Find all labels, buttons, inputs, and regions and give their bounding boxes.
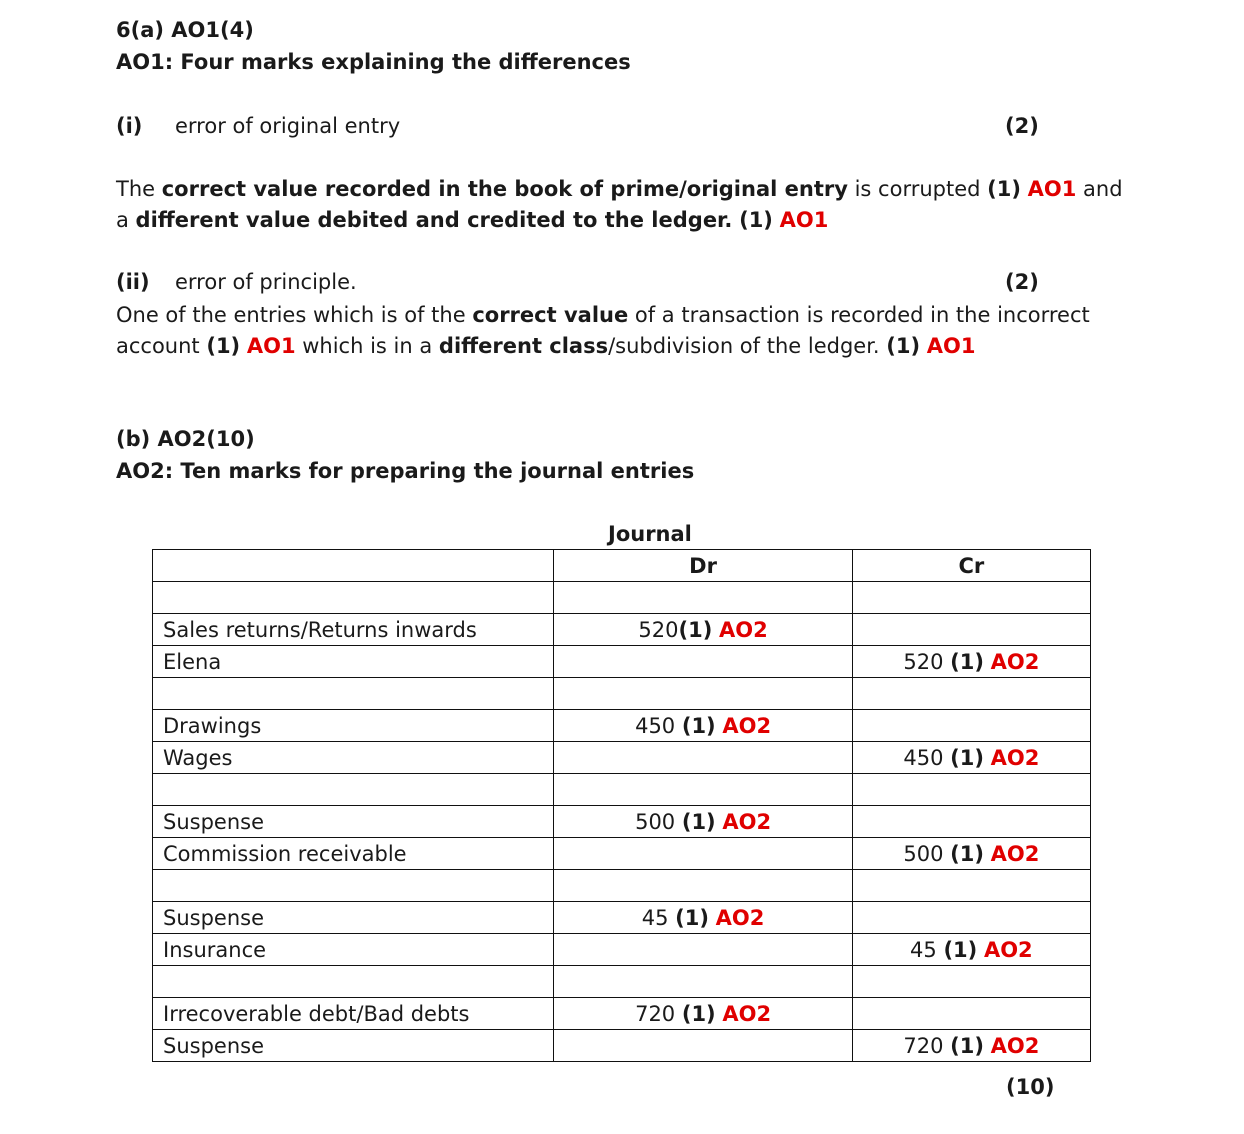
item-i-explanation: The correct value recorded in the book of prime/original entry is corrupted (1) AO1 and a different value debited and credited to the ledger. (1) AO1 <box>116 177 1123 232</box>
journal-row <box>153 934 1091 966</box>
account-cell <box>153 582 554 614</box>
cr-cell <box>852 806 1090 838</box>
cr-cell <box>852 870 1090 902</box>
cr-amount: 720 <box>903 1033 951 1058</box>
journal-row <box>153 678 1091 710</box>
account-cell: Irrecoverable debt/Bad debts <box>153 998 554 1030</box>
journal-row <box>153 742 1091 774</box>
dr-amount: 450 <box>635 713 682 738</box>
cr-cell <box>852 614 1090 646</box>
dr-cell <box>554 838 852 870</box>
cr-amount: 520 <box>903 649 951 674</box>
cr-amount: 500 <box>903 841 951 866</box>
ao-tag: AO2 <box>990 841 1040 866</box>
ao-tag: AO1 <box>926 334 976 358</box>
cr-amount: 45 <box>910 937 944 962</box>
cr-cell <box>852 774 1090 806</box>
header-dr: Dr <box>554 550 852 582</box>
item-i-marks: (2) <box>1005 114 1039 138</box>
dr-mark: (1) <box>681 713 716 738</box>
dr-mark: (1) <box>681 809 716 834</box>
part-b-heading: (b) AO2(10) <box>116 427 255 451</box>
journal-row <box>153 806 1091 838</box>
dr-amount: 520 <box>638 617 679 642</box>
journal-row <box>153 710 1091 742</box>
account-cell: Elena <box>153 646 554 678</box>
ao-tag: AO1 <box>246 334 296 358</box>
ao-tag: AO1 <box>779 208 829 232</box>
dr-amount: 720 <box>635 1001 682 1026</box>
dr-cell <box>554 774 852 806</box>
dr-cell <box>554 646 852 678</box>
dr-cell <box>554 742 852 774</box>
header-cr: Cr <box>852 550 1090 582</box>
cr-cell <box>852 934 1090 966</box>
ao-tag: AO2 <box>983 937 1033 962</box>
header-account-cell <box>153 550 554 582</box>
cr-cell <box>852 902 1090 934</box>
account-cell: Commission receivable <box>153 838 554 870</box>
cr-cell <box>852 582 1090 614</box>
ao-tag: AO2 <box>719 617 768 642</box>
journal-table <box>152 549 1091 1062</box>
journal-row <box>153 614 1091 646</box>
account-cell: Drawings <box>153 710 554 742</box>
account-cell <box>153 774 554 806</box>
cr-cell <box>852 646 1090 678</box>
item-i-number: (i) <box>116 114 143 138</box>
part-b-subheading: AO2: Ten marks for preparing the journal entries <box>116 459 695 483</box>
journal-row <box>153 646 1091 678</box>
cr-mark: (1) <box>950 1033 984 1058</box>
cr-mark: (1) <box>950 841 984 866</box>
journal-row <box>153 582 1091 614</box>
dr-amount: 45 <box>641 905 676 930</box>
journal-row <box>153 902 1091 934</box>
item-ii-label: error of principle. <box>175 270 357 294</box>
journal-row <box>153 966 1091 998</box>
cr-mark: (1) <box>950 745 984 770</box>
dr-mark: (1) <box>681 1001 716 1026</box>
dr-cell <box>554 710 852 742</box>
account-cell: Suspense <box>153 902 554 934</box>
journal-row <box>153 870 1091 902</box>
journal-row <box>153 1030 1091 1062</box>
ao-tag: AO2 <box>990 649 1040 674</box>
dr-cell <box>554 966 852 998</box>
part-a-subheading: AO1: Four marks explaining the differences <box>116 50 631 74</box>
dr-cell <box>554 582 852 614</box>
cr-cell <box>852 998 1090 1030</box>
cr-mark: (1) <box>943 937 978 962</box>
journal-title: Journal <box>608 522 692 546</box>
ao-tag: AO2 <box>722 713 772 738</box>
item-ii-explanation: One of the entries which is of the correct value of a transaction is recorded in the incorrect account (1) AO1 which is in a different class/subdivision of the ledger. (1) AO1 <box>116 303 1090 358</box>
dr-cell <box>554 614 852 646</box>
cr-cell <box>852 710 1090 742</box>
dr-cell <box>554 806 852 838</box>
dr-mark: (1) <box>675 905 709 930</box>
journal-header-row <box>153 550 1091 582</box>
cr-cell <box>852 966 1090 998</box>
dr-cell <box>554 934 852 966</box>
dr-mark: (1) <box>678 617 713 642</box>
ao-tag: AO2 <box>722 1001 772 1026</box>
dr-amount: 500 <box>635 809 682 834</box>
journal-row <box>153 838 1091 870</box>
cr-cell <box>852 678 1090 710</box>
account-cell: Sales returns/Returns inwards <box>153 614 554 646</box>
journal-row <box>153 774 1091 806</box>
total-marks: (10) <box>1006 1075 1055 1099</box>
account-cell <box>153 870 554 902</box>
item-ii-number: (ii) <box>116 270 150 294</box>
ao-tag: AO2 <box>990 745 1040 770</box>
dr-cell <box>554 870 852 902</box>
dr-cell <box>554 1030 852 1062</box>
account-cell <box>153 966 554 998</box>
ao-tag: AO2 <box>715 905 765 930</box>
cr-amount: 450 <box>903 745 951 770</box>
account-cell: Suspense <box>153 806 554 838</box>
ao-tag: AO2 <box>722 809 772 834</box>
journal-row <box>153 998 1091 1030</box>
part-a-heading: 6(a) AO1(4) <box>116 18 254 42</box>
item-i-label: error of original entry <box>175 114 401 138</box>
cr-cell <box>852 742 1090 774</box>
ao-tag: AO2 <box>990 1033 1040 1058</box>
account-cell: Insurance <box>153 934 554 966</box>
dr-cell <box>554 998 852 1030</box>
account-cell: Suspense <box>153 1030 554 1062</box>
item-ii-marks: (2) <box>1005 270 1039 294</box>
dr-cell <box>554 678 852 710</box>
account-cell: Wages <box>153 742 554 774</box>
cr-cell <box>852 1030 1090 1062</box>
cr-mark: (1) <box>950 649 984 674</box>
cr-cell <box>852 838 1090 870</box>
ao-tag: AO1 <box>1027 177 1077 201</box>
account-cell <box>153 678 554 710</box>
dr-cell <box>554 902 852 934</box>
